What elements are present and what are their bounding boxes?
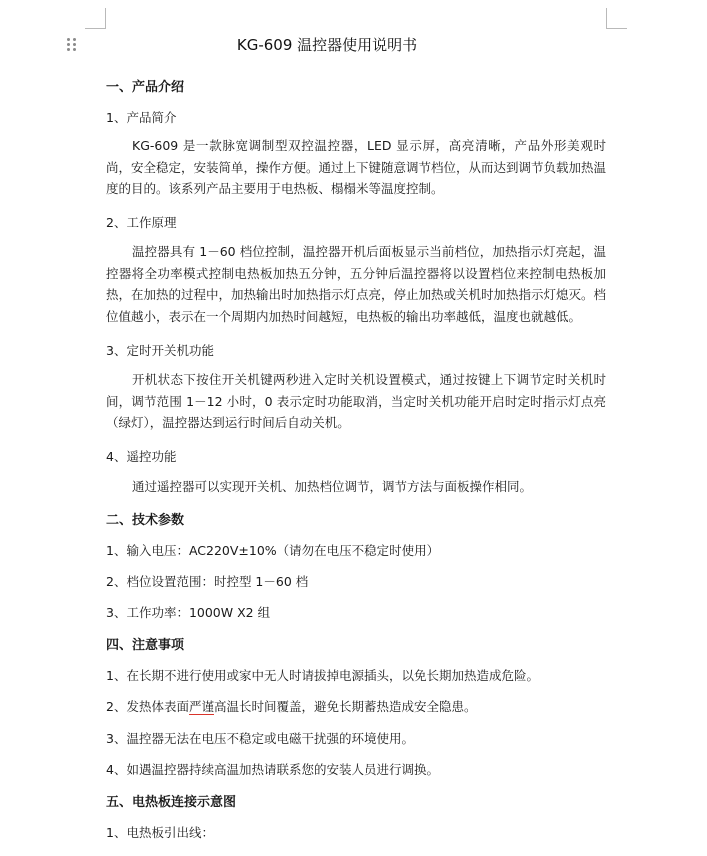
precaution-2-text-a: 2、发热体表面 — [106, 699, 189, 714]
document-title: KG-609 温控器使用说明书 — [236, 36, 418, 54]
list-item-power: 3、工作功率：1000W X2 组 — [106, 605, 271, 620]
subheading-product-overview: 1、产品简介 — [106, 110, 177, 125]
subheading-working-principle: 2、工作原理 — [106, 215, 177, 230]
section-heading-product-intro: 一、产品介绍 — [106, 80, 185, 95]
page-corner-mark-right — [606, 8, 627, 29]
list-item-precaution-4: 4、如遇温控器持续高温加热请联系您的安装人员进行调换。 — [106, 762, 439, 777]
paragraph-product-overview: KG-609 是一款脉宽调制型双控温控器，LED 显示屏，高亮清晰，产品外形美观时尚，安全稳定，安装简单，操作方便。通过上下键随意调节档位，从而达到调节负载加热温度的目的。该系列产品主要用于电热板、榻榻米等温度控制。 — [106, 138, 607, 197]
list-item-gear-range: 2、档位设置范围：时控型 1－60 档 — [106, 574, 309, 589]
paragraph-timer-function: 开机状态下按住开关机键两秒进入定时关机设置模式，通过按键上下调节定时关机时间，调节范围 1－12 小时，0 表示定时功能取消，当定时关机功能开启时定时指示灯点亮（绿灯），温控器达到运行时间后自动关机。 — [106, 372, 606, 431]
precaution-2-text-c: 高温长时间覆盖，避免长期蓄热造成安全隐患。 — [213, 699, 477, 714]
section-heading-precautions: 四、注意事项 — [106, 638, 185, 653]
paragraph-working-principle: 温控器具有 1－60 档位控制，温控器开机后面板显示当前档位，加热指示灯亮起，温控器将全功率模式控制电热板加热五分钟，五分钟后温控器将以设置档位来控制电热板加热，在加热的过程中，加热输出时加热指示灯点亮，停止加热或关机时加热指示灯熄灭。档位值越小，表示在一个周期内加热时间越短，电热板的输出功率越低，温度也就越低。 — [106, 244, 607, 324]
list-item-precaution-2 — [106, 697, 477, 715]
list-item-precaution-3: 3、温控器无法在电压不稳定或电磁干扰强的环境使用。 — [106, 731, 414, 746]
subheading-timer-function: 3、定时开关机功能 — [106, 343, 214, 358]
paragraph-remote-function: 通过遥控器可以实现开关机、加热档位调节，调节方法与面板操作相同。 — [132, 479, 533, 494]
spellcheck-underlined-word[interactable]: 严谨 — [188, 699, 214, 714]
subheading-remote-function: 4、遥控功能 — [106, 449, 177, 464]
list-item-heating-board-leads: 1、电热板引出线： — [106, 825, 214, 840]
section-heading-wiring-diagram: 五、电热板连接示意图 — [106, 795, 237, 810]
page-corner-mark-left — [85, 8, 106, 29]
section-heading-tech-params: 二、技术参数 — [106, 513, 185, 528]
list-item-input-voltage: 1、输入电压：AC220V±10%（请勿在电压不稳定时使用） — [106, 543, 440, 558]
list-item-precaution-1: 1、在长期不进行使用或家中无人时请拔掉电源插头，以免长期加热造成危险。 — [106, 668, 539, 683]
